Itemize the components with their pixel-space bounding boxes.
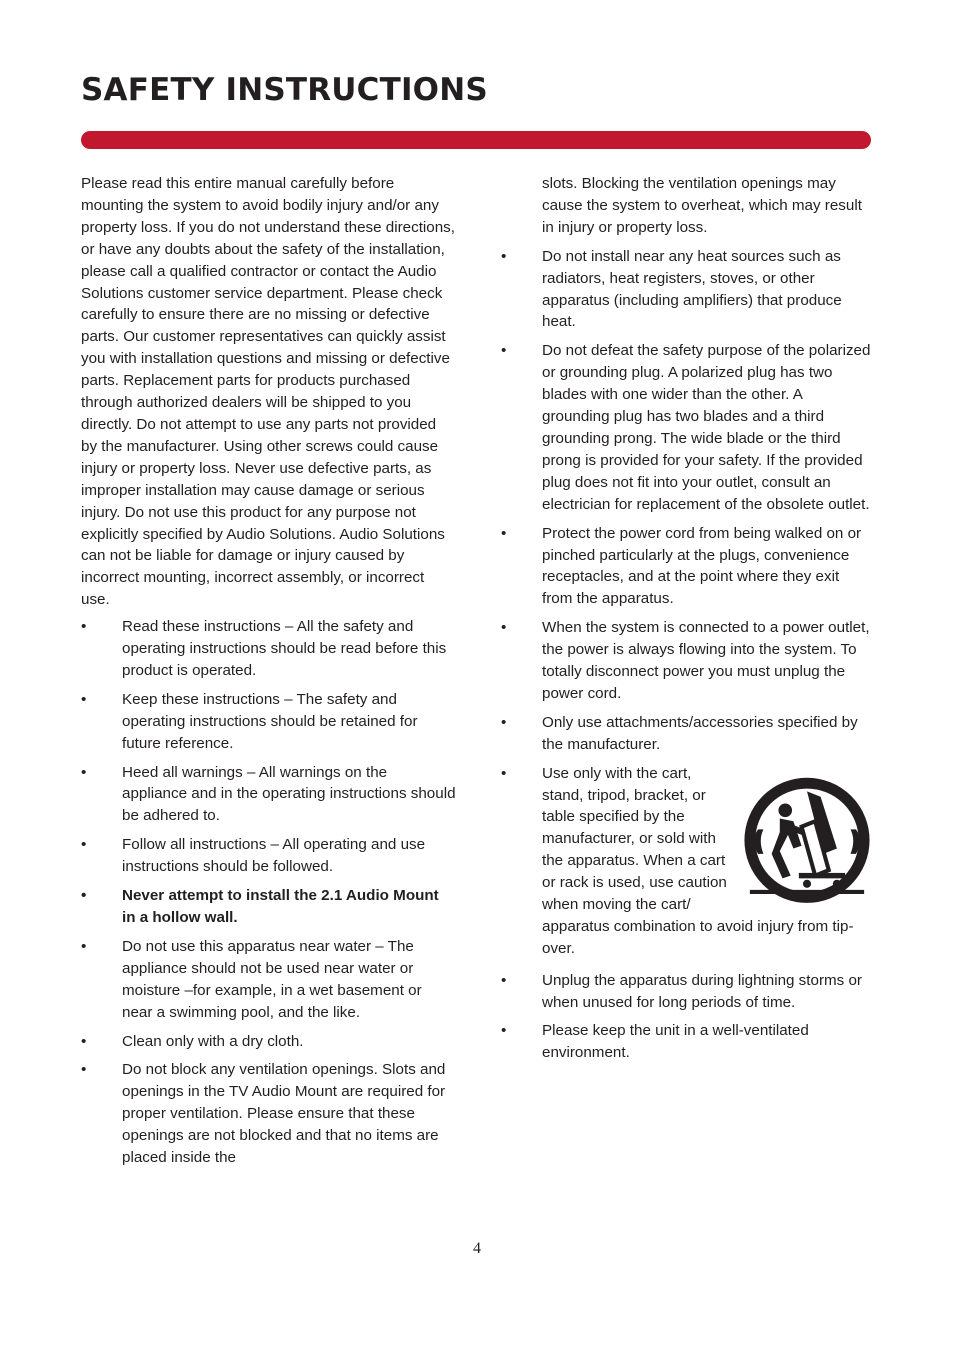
list-item — [501, 340, 873, 515]
intro-paragraph: Please read this entire manual carefully before mounting the system to avoid bodily injury and/or any property loss. If you do not understand these directions, or have any doubts about the safety of the installation, please call a qualified contractor or contact the Audio Solutions customer service department. Please check carefully to ensure there are no missing or defective parts. Our customer representatives can quickly assist you with installation questions and missing or defective parts. Replacement parts for products purchased through authorized dealers will be shipped to you directly. Do not attempt to use any parts not provided by the manufacturer. Using other screws could cause injury or property loss. Never use defective parts, as improper installation may cause damage or serious injury. Do not use this product for any purpose not explicitly specified by Audio Solutions. Audio Solutions can not be liable for damage or injury caused by incorrect mounting, incorrect assembly, or incorrect use. — [81, 175, 455, 609]
list-item — [81, 616, 456, 682]
list-item-text: Follow all instructions – All operating and use instructions should be followed. — [122, 836, 426, 876]
bullet-marker: • — [81, 1061, 87, 1079]
list-item — [81, 762, 456, 828]
bullet-marker: • — [501, 619, 507, 637]
bullet-marker: • — [501, 247, 507, 265]
page-number: 4 — [473, 1240, 481, 1257]
bullet-marker: • — [81, 618, 87, 636]
list-item — [501, 246, 873, 334]
bullet-marker: • — [81, 690, 87, 708]
title-divider-bar — [81, 131, 871, 149]
continued-text: slots. Blocking the ventilation openings may cause the system to overheat, which may result in injury or property loss. — [542, 175, 862, 236]
list-item-text: Clean only with a dry cloth. — [122, 1032, 304, 1050]
list-item-text: Do not defeat the safety purpose of the polarized or grounding plug. A polarized plug has two blades with one wider than the other. A grounding plug has two blades and a third grounding prong. The wide blade or the third prong is provided for your safety. If the provided plug does not fit into your outlet, consult an electrician for replacement of the obsolete outlet. — [542, 342, 871, 513]
page-title: SAFETY INSTRUCTIONS — [81, 72, 488, 108]
bullet-marker: • — [501, 764, 507, 782]
list-item — [501, 1020, 873, 1064]
bullet-marker: • — [501, 1022, 507, 1040]
list-item-warning — [81, 885, 456, 929]
bullet-marker: • — [81, 836, 87, 854]
list-item-text: Unplug the apparatus during lightning storms or when unused for long periods of time. — [542, 971, 862, 1011]
list-item-text: Do not block any ventilation openings. Slots and openings in the TV Audio Mount are required for proper ventilation. Please ensure that these openings are not blocked and that no items are placed inside the — [122, 1061, 446, 1167]
list-item-cart — [501, 763, 873, 963]
bullet-marker: • — [501, 971, 507, 989]
list-item — [501, 617, 873, 705]
list-item — [81, 1059, 456, 1169]
left-column — [81, 173, 456, 1176]
right-column — [501, 173, 873, 1071]
list-item — [81, 689, 456, 755]
right-bullet-list — [501, 246, 873, 1065]
list-item-text: Keep these instructions – The safety and operating instructions should be retained for future reference. — [122, 690, 418, 752]
list-item-text: Protect the power cord from being walked on or pinched particularly at the plugs, convenience receptacles, and at the point where they exit from the apparatus. — [542, 524, 862, 608]
bullet-marker: • — [501, 713, 507, 731]
list-item-text: Use only with the cart, stand, tripod, bracket, or table specified by the manufacturer, or sold with the apparatus. When a cart or rack is used, use caution when moving the cart/ apparatus combination to avoid injury from tip-over. — [542, 764, 854, 957]
list-item-text: Do not use this apparatus near water – The appliance should not be used near water or moisture –for example, in a wet basement or near a swimming pool, and the like. — [122, 937, 422, 1021]
left-bullet-list — [81, 616, 456, 1169]
bullet-marker: • — [501, 524, 507, 542]
list-item-text: Read these instructions – All the safety and operating instructions should be read before this product is operated. — [122, 618, 447, 679]
bullet-marker: • — [81, 763, 87, 781]
list-item — [81, 1031, 456, 1053]
list-item-text: Do not install near any heat sources such as radiators, heat registers, stoves, or other apparatus (including amplifiers) that produce heat. — [542, 247, 842, 331]
list-item-text: Please keep the unit in a well-ventilated environment. — [542, 1022, 809, 1062]
list-item-text: When the system is connected to a power outlet, the power is always flowing into the system. To totally disconnect power you must unplug the power cord. — [542, 619, 870, 702]
bullet-marker: • — [81, 887, 87, 905]
cart-tip-over-warning-icon — [739, 775, 875, 911]
list-item — [501, 523, 873, 611]
bullet-marker: • — [81, 937, 87, 955]
list-item-text: Only use attachments/accessories specified by the manufacturer. — [542, 713, 858, 753]
bullet-marker: • — [81, 1032, 87, 1050]
list-item-text: Never attempt to install the 2.1 Audio Mount in a hollow wall. — [122, 887, 439, 926]
list-item — [81, 834, 456, 878]
list-item — [81, 936, 456, 1024]
bullet-marker: • — [501, 342, 507, 360]
list-item — [501, 712, 873, 756]
list-item — [501, 970, 873, 1014]
list-item-text: Heed all warnings – All warnings on the appliance and in the operating instructions should be adhered to. — [122, 763, 456, 825]
